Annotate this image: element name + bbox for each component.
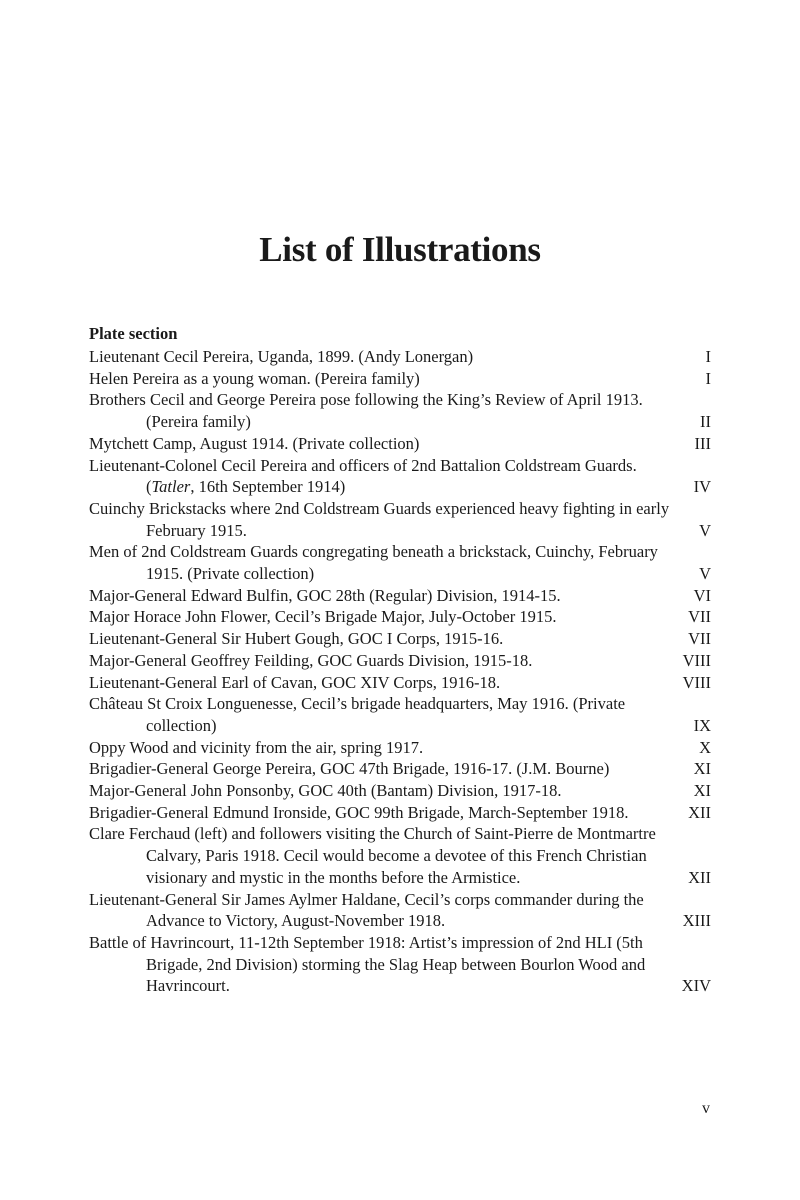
page-number: v — [702, 1100, 710, 1117]
illustration-caption — [89, 650, 683, 672]
illustration-entry — [89, 889, 711, 932]
plate-number: XIII — [682, 911, 711, 931]
caption-italic-segment: Tatler — [151, 477, 191, 497]
illustration-entry — [89, 455, 711, 498]
illustration-caption — [89, 932, 682, 997]
plate-number: IV — [693, 477, 711, 497]
illustration-entry — [89, 823, 711, 888]
plate-number: XII — [688, 802, 711, 822]
caption-segment: Lieutenant-General Earl of Cavan, GOC XIV Corps, 1916-18. — [89, 672, 501, 692]
plate-number: XIV — [681, 976, 711, 996]
illustration-caption — [89, 823, 688, 888]
plate-number: V — [699, 564, 711, 584]
illustration-entry — [89, 389, 711, 432]
plate-number: XII — [688, 867, 711, 887]
illustration-entry — [89, 628, 711, 650]
page-title: List of Illustrations — [259, 230, 541, 269]
illustration-entry — [89, 758, 711, 780]
caption-segment: Battle of Havrincourt, 11-12th September 1918: Artist’s impression of 2nd HLI (5th Brigade, 2nd Division) storming the Slag Heap between Bourlon Wood and Havrincourt. — [89, 932, 646, 996]
illustration-entry — [89, 737, 711, 759]
illustration-entry — [89, 368, 711, 390]
illustration-caption — [89, 737, 699, 759]
plate-number: XI — [693, 781, 711, 801]
plate-number: V — [699, 520, 711, 540]
illustration-caption — [89, 780, 694, 802]
caption-segment: Brigadier-General George Pereira, GOC 47th Brigade, 1916-17. (J.M. Bourne) — [89, 759, 610, 779]
illustration-caption — [89, 889, 683, 932]
illustration-entry — [89, 802, 711, 824]
illustration-caption — [89, 628, 688, 650]
illustration-entry — [89, 780, 711, 802]
illustration-entry — [89, 606, 711, 628]
illustration-caption — [89, 346, 706, 368]
illustration-caption — [89, 585, 694, 607]
plate-number: I — [705, 347, 711, 366]
caption-segment: Clare Ferchaud (left) and followers visiting the Church of Saint-Pierre de Montmartre Calvary, Paris 1918. Cecil would become a devotee of this French Christian visionary and mystic in the months before the Armistice. — [89, 824, 656, 887]
illustrations-list — [89, 346, 711, 997]
illustration-entry — [89, 346, 711, 368]
illustration-caption — [89, 455, 694, 498]
caption-segment: Lieutenant Cecil Pereira, Uganda, 1899. (Andy Lonergan) — [89, 347, 474, 366]
caption-segment: Château St Croix Longuenesse, Cecil’s brigade headquarters, May 1916. (Private collection) — [89, 694, 626, 735]
caption-segment: Major-General John Ponsonby, GOC 40th (Bantam) Division, 1917-18. — [89, 781, 562, 801]
plate-number: XI — [693, 759, 711, 779]
illustration-entry — [89, 693, 711, 736]
caption-segment: Oppy Wood and vicinity from the air, spring 1917. — [89, 737, 424, 757]
caption-segment: Lieutenant-General Sir Hubert Gough, GOC I Corps, 1915-16. — [89, 629, 504, 649]
plate-number: VIII — [682, 650, 711, 670]
illustration-entry — [89, 672, 711, 694]
illustration-entry — [89, 541, 711, 584]
illustration-caption — [89, 672, 683, 694]
caption-segment: Lieutenant-Colonel Cecil Pereira and officers of 2nd Battalion Coldstream Guards. ( — [89, 455, 637, 497]
illustration-caption — [89, 368, 706, 390]
illustration-entry — [89, 585, 711, 607]
plate-number: X — [699, 737, 711, 757]
plate-number: III — [694, 433, 711, 453]
illustration-caption — [89, 541, 699, 584]
plate-number: VII — [688, 607, 711, 627]
illustration-caption — [89, 758, 694, 780]
caption-segment: Men of 2nd Coldstream Guards congregating beneath a brickstack, Cuinchy, February 1915. (Private collection) — [89, 542, 658, 584]
illustration-caption — [89, 433, 695, 455]
plate-number: VII — [688, 629, 711, 649]
illustration-caption — [89, 693, 694, 736]
caption-segment: Brigadier-General Edmund Ironside, GOC 99th Brigade, March-September 1918. — [89, 802, 629, 822]
caption-segment: Brothers Cecil and George Pereira pose following the King’s Review of April 1913. (Pereira family) — [89, 390, 643, 432]
caption-segment: Cuinchy Brickstacks where 2nd Coldstream Guards experienced heavy fighting in early February 1915. — [89, 498, 670, 540]
section-heading: Plate section — [89, 324, 178, 343]
illustration-entry — [89, 498, 711, 541]
illustration-caption — [89, 802, 688, 824]
plate-number: IX — [693, 715, 711, 735]
illustration-entry — [89, 650, 711, 672]
caption-segment: Major-General Geoffrey Feilding, GOC Guards Division, 1915-18. — [89, 650, 533, 670]
plate-number: VIII — [682, 672, 711, 692]
illustration-caption — [89, 389, 700, 432]
illustration-entry — [89, 433, 711, 455]
illustration-caption — [89, 498, 699, 541]
caption-segment: , 16th September 1914) — [190, 477, 346, 497]
illustration-entry — [89, 932, 711, 997]
caption-segment: Major-General Edward Bulfin, GOC 28th (Regular) Division, 1914-15. — [89, 585, 561, 605]
caption-segment: Mytchett Camp, August 1914. (Private collection) — [89, 433, 420, 453]
caption-segment: Major Horace John Flower, Cecil’s Brigade Major, July-October 1915. — [89, 607, 557, 627]
illustration-caption — [89, 606, 688, 628]
caption-segment: Lieutenant-General Sir James Aylmer Haldane, Cecil’s corps commander during the Advance to Victory, August-November 1918. — [89, 889, 644, 931]
plate-number: II — [700, 412, 711, 432]
caption-segment: Helen Pereira as a young woman. (Pereira family) — [89, 368, 420, 388]
plate-number: VI — [693, 585, 711, 605]
plate-number: I — [705, 368, 711, 388]
